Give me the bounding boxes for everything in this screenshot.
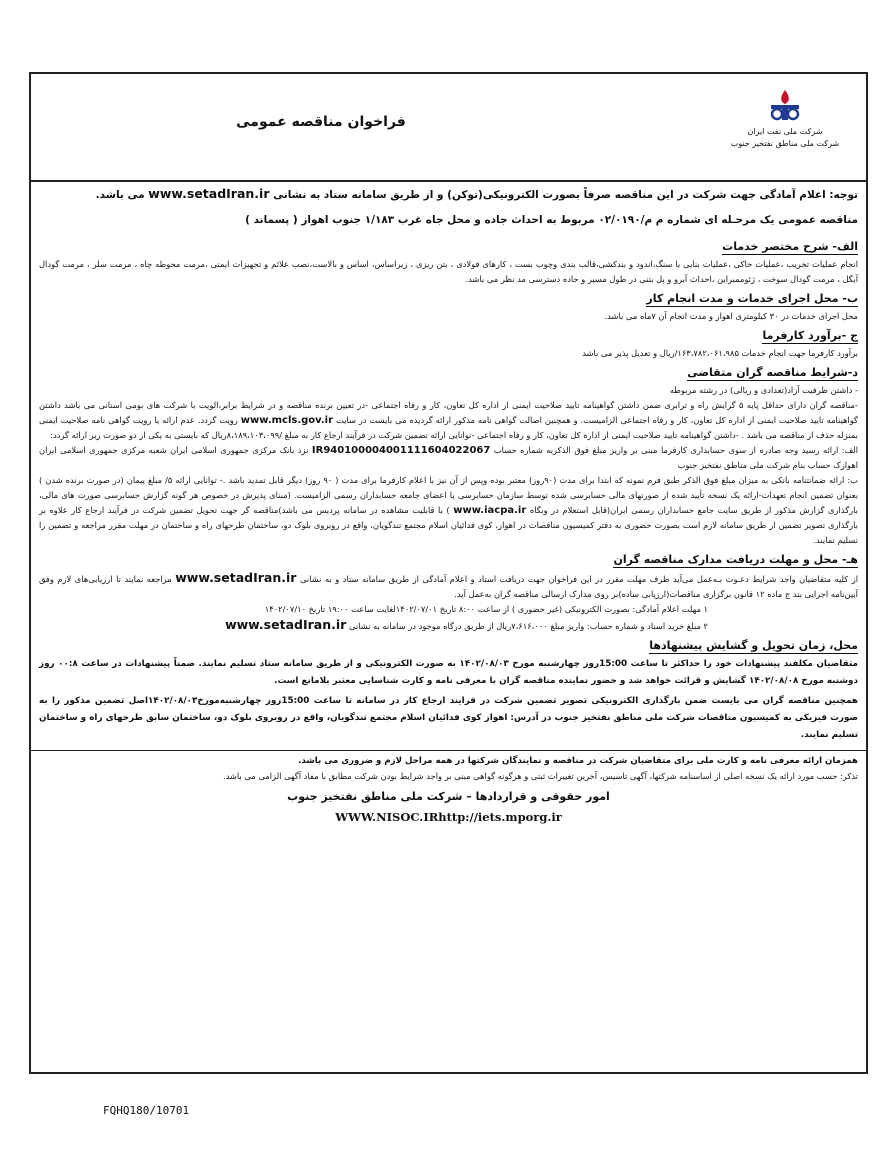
company-logo bbox=[720, 88, 850, 150]
notice bbox=[39, 185, 858, 204]
section-h-heading: هـ- محل و مهلت دریافت مدارک مناقصه گران bbox=[613, 553, 858, 566]
section-a-heading: الف- شرح مختصر خدمات bbox=[722, 240, 858, 253]
section-d-alef: الف: ارائه رسید وجه صادره از سوی حسابداری کارفرما مبنی بر واریز مبلغ فوق الذکربه شماره حساب IR940100004001111604022067 نزد بانک مرکزی جمهوری اسلامی ایران شعبه مرکزی جمهوری اسلامی ایران اهوازک حساب بنام شرکت ملی مناطق نفتخیز جنوب bbox=[39, 445, 859, 470]
iacpa-url[interactable]: www.iacpa.ir bbox=[453, 505, 527, 516]
section-h-item-1: ۱ مهلت اعلام آمادگی: بصورت الکترونیکی (غیر حضوری ) از ساعت ۸:۰۰ تاریخ ۱۴۰۲/۰۷/۰۱لغایت ساعت ۱۹:۰۰ تاریخ ۱۴۰۲/۰۷/۱۰ bbox=[264, 604, 708, 614]
logo-line-1: شرکت ملی نفت ایران bbox=[747, 127, 823, 136]
document-body bbox=[39, 182, 858, 1072]
closing-reminder: تذکر: حسب مورد ارائه یک نسخه اصلی از اساسنامه شرکتها، آگهی تاسیس، آخرین تغییرات ثبتی و هرگونه گواهی مبنی بر واجد شرایط بودن شرکت مطابق با مفاد آگهی الزامی می باشد. bbox=[222, 771, 858, 781]
announcement-frame bbox=[29, 72, 868, 1074]
document-code: FQHQ180/10701 bbox=[103, 1104, 190, 1117]
section-c-heading: ج -برآورد کارفرما bbox=[762, 329, 858, 342]
section-d-line-1: - داشتن ظرفیت آزاد(تعدادی و ریالی) در رشته مربوطه bbox=[669, 385, 858, 395]
logo-line-2: شرکت ملی مناطق نفتخیز جنوب bbox=[730, 139, 840, 148]
notice-text-2: می باشد. bbox=[95, 189, 145, 201]
section-d-heading: د-شرایط مناقصه گران متقاضی bbox=[687, 366, 858, 379]
section-d-para-1: -مناقصه گران دارای حداقل پایه ۵ گرایش راه و ترابری ضمن داشتن گواهینامه تایید صلاحیت ایمنی از اداره کل تعاون، کار و رفاه اجتماعی -در تعیین برنده مناقصه و در شرایط برابر،الویت با شرکت های بومی استانی می باشد داشتن گواهینامه تایید صلاحیت ایمنی از اداره کل تعاون، کار و رفاه اجتماعی الزامیست. و همچنین اصالت گواهی نامه مذکور ارائه گردیده می بایست در سایت www.mcls.gov.ir رویت گردد. عدم ارائه یا رویت گواهی نامه صلاحیت ایمنی بمنزله حذف از مناقصه می باشد . -داشتن گواهینامه تایید صلاحیت ایمنی از اداره کل تعاون، کار و رفاه اجتماعی -توانایی ارائه تضمین شرکت در فرآیند ارجاع کار به مبلغ /۸،۱۸۹،۱۰۳،۰۹۹ریال که بایستی به یکی از دو صورت زیر ارائه گردد: bbox=[39, 400, 859, 440]
nioc-logo-icon bbox=[767, 88, 803, 122]
mcls-url[interactable]: www.mcls.gov.ir bbox=[240, 415, 334, 426]
section-v-heading: محل، زمان تحویل و گشایش پیشنهادها bbox=[649, 639, 858, 652]
divider bbox=[31, 750, 866, 751]
section-h-item-2: ۲ مبلغ خرید اسناد و شماره حساب: واریز مبلغ ۷،۶۱۶،۰۰۰ریال از طریق درگاه موجود در سامانه به نشانی www.setadIran.ir bbox=[225, 617, 708, 632]
section-v-para-1: متقاضیان مکلفند پیشنهادات خود را حداکثر تا ساعت 15:00روز چهارشنبه مورخ ۱۴۰۲/۰۸/۰۳ به صورت الکترونیکی و از طریق سامانه ستاد تسلیم نمایند. ضمناً پیشنهادات در ساعت ۰۰:۸ روز دوشنبه مورخ ۱۴۰۲/۰۸/۰۸ گشایش و قرائت خواهد شد و حضور نماینده مناقصه گران با معرفی نامه و کارت شناسایی معتبر بلامانع است. bbox=[39, 659, 858, 686]
page-title: فراخوان مناقصه عمومی bbox=[236, 114, 406, 130]
iban-number: IR940100004001111604022067 bbox=[311, 445, 491, 456]
setad-url-3[interactable]: www.setadIran.ir bbox=[225, 617, 347, 632]
section-c-body: برآورد کارفرما جهت انجام خدمات ۱۶۳،۷۸۲،۰۶۱،۹۸۵/ریال و تعدیل پذیر می باشد bbox=[582, 348, 858, 358]
signature: امور حقوقی و قراردادها – شرکت ملی مناطق نفتخیز جنوب bbox=[287, 790, 610, 803]
notice-text-1: توجه: اعلام آمادگی جهت شرکت در این مناقصه صرفاً بصورت الکترونیکی(توکن) و از طریق سامانه ستاد به نشانی bbox=[273, 189, 858, 201]
section-d-be: ب: ارائه ضمانتنامه بانکی به میزان مبلغ فوق الذکر طبق فرم نمونه که ابتدا برای مدت (۹۰روز) معتبر بوده وپس از آن نیز با اعلام کارفرما برای مدت ( ۹۰ روز) دیگر قابل تمدید باشد .- توانایی ارائه ۵/ مبلغ پیمان (در صورت برنده شدن ) بعنوان تضمین انجام تعهدات-ارائه یک نسخه تأیید شده از صورتهای مالی حسابرسی شده توسط سازمان حسابرسی یا اعضای جامعه حسابداران رسمی الزامیست. (مبنای پذیرش در خصوص هر گونه گزارش حسابرسی صورت های مالی، بارگذاری گزارش مذکور از طریق سایت جامع حسابداران رسمی ایران(قابل استعلام در وبگاه www.iacpa.ir ) با قابلیت مشاهده در سامانه پردیس می باشد)مناقصه گر جهت تحویل تضمین شرکت در فرآیند ارجاع کار علاوه بر بارگذاری تصویر تضمین از طریق سامانه لازم است بصورت حضوری به دفتر کمیسیون مناقصات در اهواز، کوی فدائیان اسلام مجتمع تندگویان، واقع در روبروی بلوک دو، ساختمان طرحهای راه و ساختمان در مهلت مقرر مراجعه و تضمین را تسلیم نمایند. bbox=[39, 475, 858, 545]
section-v-para-2: همچنین مناقصه گران می بایست ضمن بارگذاری الکترونیکی تصویر تضمین شرکت در فرایند ارجاع کار در سامانه تا ساعت 15:00روز چهارشنبه‌مورخ۱۴۰۲/۰۸/۰۳اصل تضمین مذکور را به صورت فیزیکی به کمیسیون مناقصات شرکت ملی مناطق نفتخیز جنوب در آدرس: اهواز کوی فدائیان اسلام مجتمع تندگویان، واقع در روبروی بلوک دو، ساختمان سابق طرحهای راه و ساختمان تسلیم نمایند. bbox=[39, 696, 858, 740]
section-b-body: محل اجرای خدمات در ۳۰ کیلومتری اهواز و مدت انجام آن ۷ماه می باشد. bbox=[604, 311, 858, 321]
tender-title: مناقصه عمومی یک مرحـله ای شماره م م/۰۲/۰۱۹۰ مربوط به احداث جاده و محل جاه غرب ۱/۱۸۳ جنوب اهواز ( پسماند ) bbox=[245, 214, 858, 226]
setad-url-2[interactable]: www.setadIran.ir bbox=[175, 570, 297, 585]
header bbox=[31, 74, 866, 182]
section-b-heading: ب- محل اجرای خدمات و مدت انجام کار bbox=[646, 292, 858, 305]
notice-url[interactable]: www.setadIran.ir bbox=[148, 186, 270, 201]
section-a-body: انجام عملیات تخریب ،عملیات خاکی ،عملیات بنایی با سنگ،اندود و بندکشی،قالب بندی وچوب بست ، کارهای فولادی ، بتن ریزی ، زیراساس، اساس و بالاست،نصب علائم و تجهیزات ایمنی ،مرمت محوطه چاه ، مرمت سلر ، مرمت گودال آبگل ، مرمت گودال سوخت ، ژئوممبراین ،احداث آبرو و پل بتنی در طول مسیر و جاده دسترسی مد نظر می باشد. bbox=[39, 259, 858, 284]
closing-note: همزمان ارائه معرفی نامه و کارت ملی برای متقاضیان شرکت در مناقصه و نمایندگان شرکتها در همه مراحل لازم و ضروری می باشد. bbox=[298, 756, 858, 766]
section-h-para-1: از کلیه متقاضیان واجد شرایط دعـوت بـه‌عمل می‌آید ظرف مهلت مقرر در این فراخوان جهت دریافت اسناد و اعلام آمادگی از طریق سامانه ستاد و به نشانی www.setadIran.ir مراجعه نمایند تا ارزیابی‌های لازم وفق آیین‌نامه اجرایی بند ج ماده ۱۲ قانون برگزاری مناقصات(ارزیابی ساده)بر روی مدارک ارسالی مناقصه گران به‌عمل آید. bbox=[39, 570, 859, 599]
footer-urls[interactable]: WWW.NISOC.IRhttp://iets.mporg.ir bbox=[335, 810, 562, 824]
